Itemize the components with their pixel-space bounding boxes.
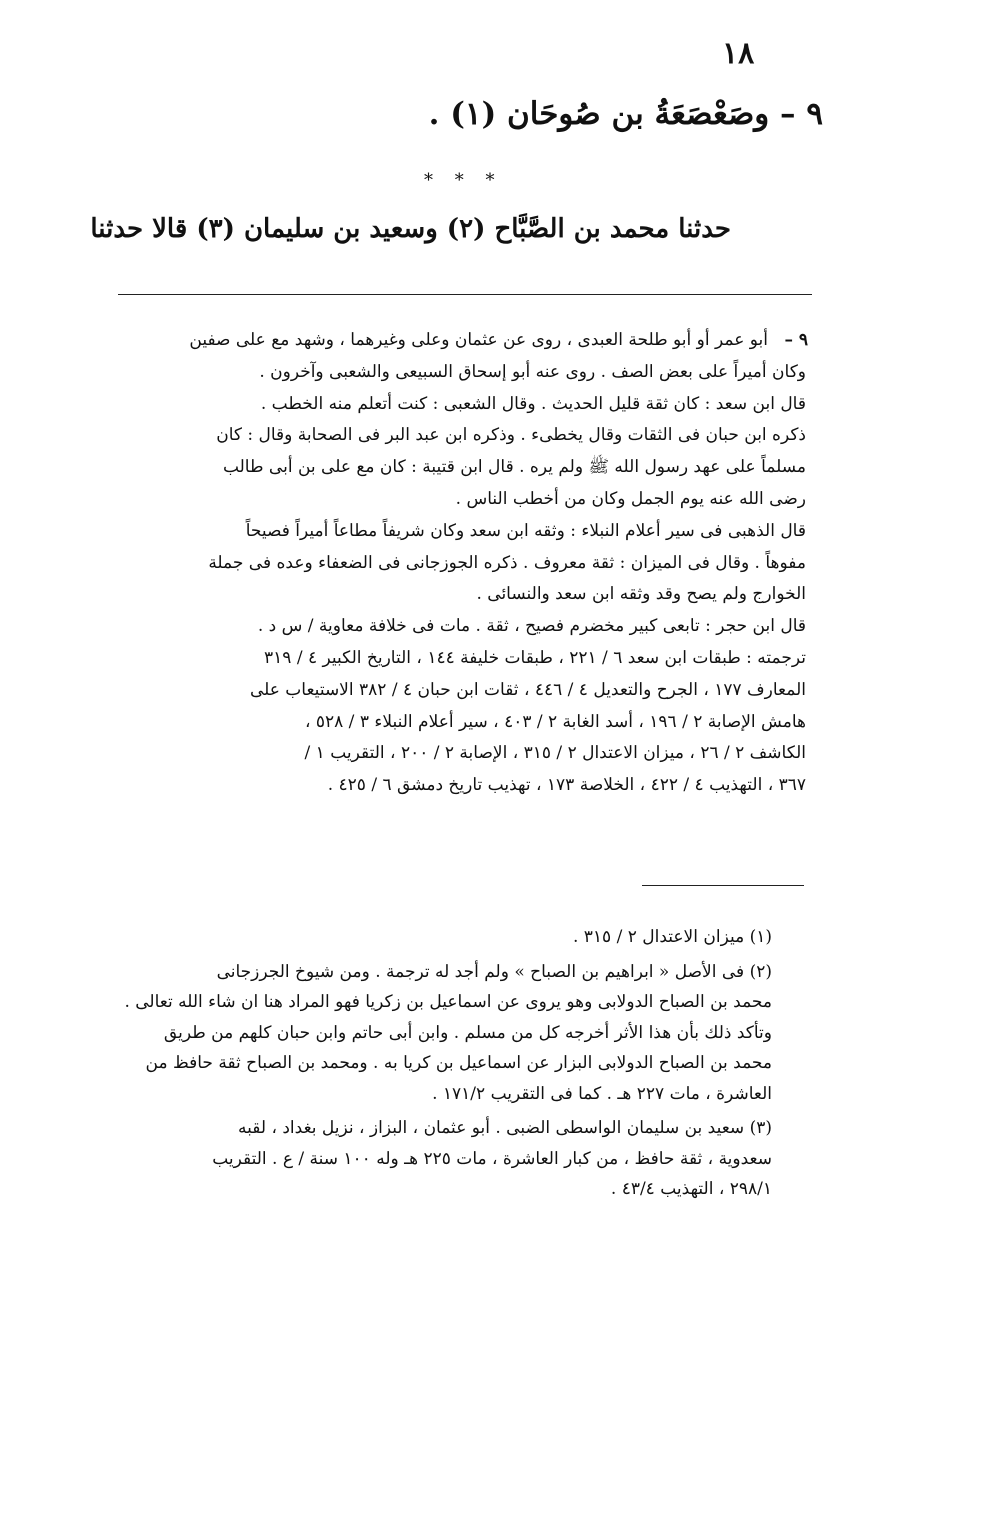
hadith-heading: ٩ – وصَعْصَعَةُ بن صُوحَان (١) . — [428, 96, 823, 132]
biography-line: مفوهاً . وقال فى الميزان : ثقة معروف . ذكره الجوزجانى فى الضعفاء وعده فى جملة — [208, 552, 806, 573]
footnote-2-line: العاشرة ، مات ٢٢٧ هـ . كما فى التقريب ١٧١/٢ . — [432, 1083, 772, 1104]
footnote-3-line: ٢٩٨/١ ، التهذيب ٤٣/٤ . — [610, 1179, 772, 1199]
biography-line: هامش الإصابة ٢ / ١٩٦ ، أسد الغابة ٢ / ٤٠٣ ، سير أعلام النبلاء ٣ / ٥٢٨ ، — [304, 711, 806, 732]
entry-number: ٩ – — [784, 330, 808, 350]
biography-line: ذكره ابن حبان فى الثقات وقال يخطىء . وذكره ابن عبد البر فى الصحابة وقال : كان — [216, 425, 806, 446]
footnote-1-line: (١) ميزان الاعتدال ٢ / ٣١٥ . — [572, 927, 772, 947]
footnotes-divider — [642, 885, 804, 886]
footnote-divider — [118, 294, 812, 295]
footnote-2-line: (٢) فى الأصل « ابراهيم بن الصباح » ولم أجد له ترجمة . ومن شيوخ الجرزجانى — [216, 961, 772, 982]
footnote-2-line: محمد بن الصباح الدولابى البزار عن اسماعيل بن كريا به . ومحمد بن الصباح ثقة حافظ من — [145, 1053, 772, 1073]
biography-line — [106, 325, 806, 357]
biography-line: قال ابن سعد : كان ثقة قليل الحديث . وقال الشعبى : كنت أتعلم منه الخطب . — [260, 393, 806, 414]
biography-note — [106, 325, 806, 802]
biography-line: رضى الله عنه يوم الجمل وكان من أخطب الناس . — [455, 488, 806, 509]
biography-line-text: أبو عمر أو أبو طلحة العبدى ، روى عن عثمان وعلى وغيرهما ، وشهد مع على صفين — [189, 330, 768, 350]
biography-line: مسلماً على عهد رسول الله ﷺ ولم يره . قال ابن قتيبة : كان مع على بن أبى طالب — [222, 457, 806, 478]
biography-line: الكاشف ٢ / ٢٦ ، ميزان الاعتدال ٢ / ٣١٥ ، الإصابة ٢ / ٢٠٠ ، التقريب ١ / — [304, 743, 806, 764]
biography-line: ٣٦٧ ، التهذيب ٤ / ٤٢٢ ، الخلاصة ١٧٣ ، تهذيب تاريخ دمشق ٦ / ٤٢٥ . — [327, 775, 806, 796]
footnote-3-line: (٣) سعيد بن سليمان الواسطى الضبى . أبو عثمان ، البزاز ، نزيل بغداد ، لقبه — [238, 1118, 772, 1138]
footnotes — [106, 922, 772, 1205]
biography-line: قال الذهبى فى سير أعلام النبلاء : وثقه ابن سعد وكان شريفاً مطاعاً أميراً فصيحاً — [245, 520, 806, 541]
biography-line: ترجمته : طبقات ابن سعد ٦ / ٢٢١ ، طبقات خليفة ١٤٤ ، التاريخ الكبير ٤ / ٣١٩ — [264, 647, 806, 668]
footnote-2-line: وتأكد ذلك بأن هذا الأثر أخرجه كل من مسلم . وابن أبى حاتم وابن حبان كلهم من طريق — [163, 1022, 772, 1043]
biography-line: المعارف ١٧٧ ، الجرح والتعديل ٤ / ٤٤٦ ، ثقات ابن حبان ٤ / ٣٨٢ الاستيعاب على — [249, 679, 806, 700]
page-number: ١٨ — [722, 36, 755, 71]
biography-line: الخوارج ولم يصح وقد وثقه ابن سعد والنسائى . — [476, 584, 806, 605]
separator-stars: * * * — [424, 170, 503, 191]
biography-line: قال ابن حجر : تابعى كبير مخضرم فصيح ، ثقة . مات فى خلافة معاوية / س د . — [257, 616, 806, 637]
biography-line: وكان أميراً على بعض الصف . روى عنه أبو إسحاق السبيعى والشعبى وآخرون . — [259, 361, 806, 382]
isnad-text: حدثنا محمد بن الصَّبَّاح (٢) وسعيد بن سليمان (٣) قالا حدثنا — [90, 214, 731, 244]
footnote-2-line: محمد بن الصباح الدولابى وهو يروى عن اسماعيل بن زكريا فهو المراد هنا ان شاء الله تعالى . — [124, 992, 772, 1012]
footnote-3-line: سعدوية ، ثقة حافظ ، من كبار العاشرة ، مات ٢٢٥ هـ وله ١٠٠ سنة / ع . التقريب — [212, 1148, 772, 1169]
